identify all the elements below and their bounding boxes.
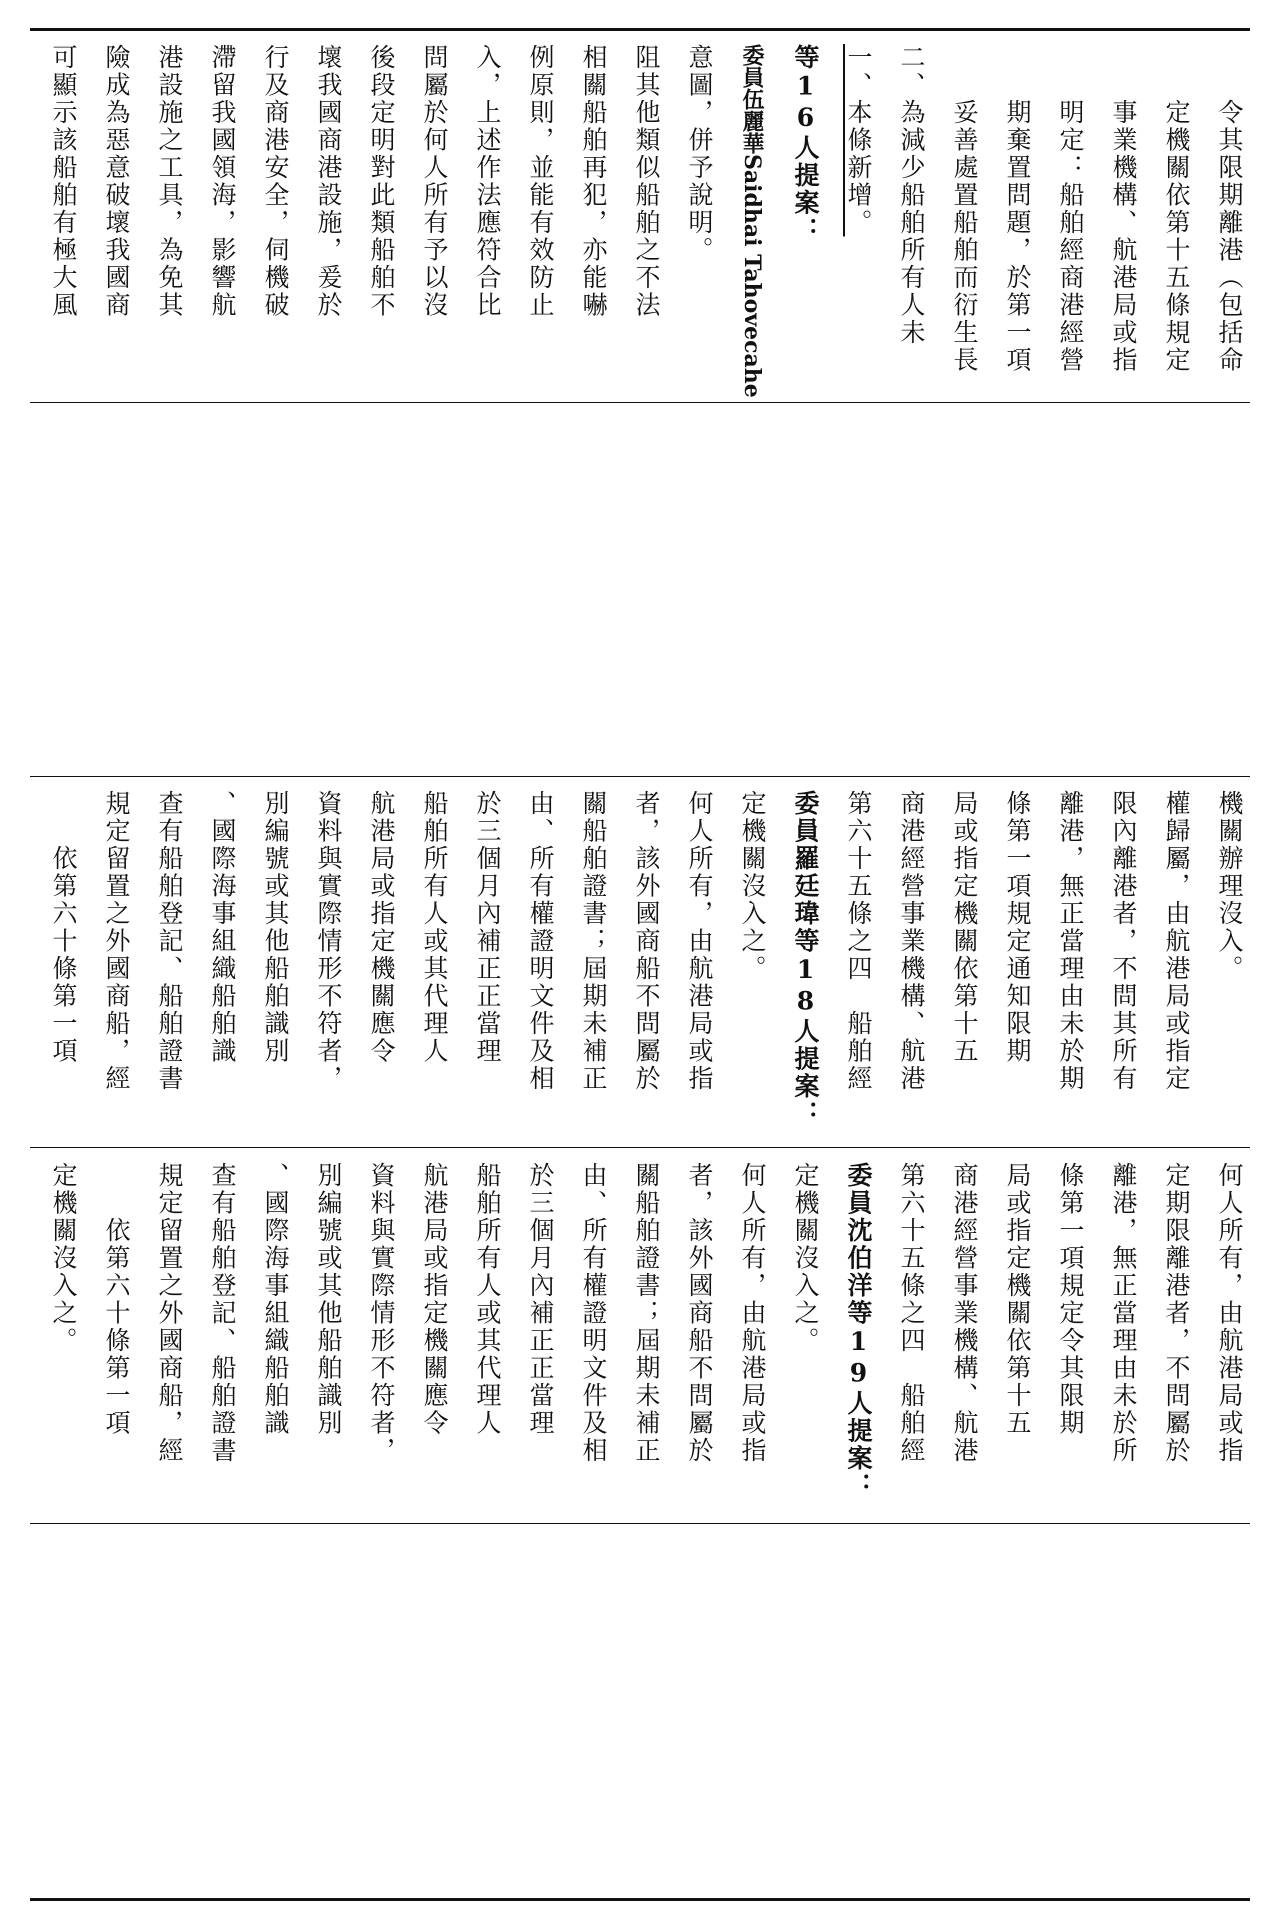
text-line: 局或指定機關依第十五 [1003,1162,1032,1437]
text-line: 定機關沒入之。 [791,1162,820,1355]
text-line: 航港局或指定機關應令 [420,1162,449,1437]
text-line: 機關辦理沒入。 [1215,790,1244,983]
text-line: 查有船舶登記、船舶證書 [208,1162,237,1465]
text-line: 明定：船舶經商港經營 [1056,44,1085,374]
text-line: 港設施之工具，為免其 [155,44,184,319]
text-line: 關船舶證書；屆期未補正 [632,1162,661,1465]
text-line: 令其限期離港（包括命 [1215,44,1244,374]
text-line: 者，該外國商船不問屬於 [632,790,661,1093]
text-line: 資料與實際情形不符者， [367,1162,396,1465]
separator-rule-2 [30,776,1250,777]
text-line: 、國際海事組織船舶識 [261,1162,290,1437]
text-line: 定機關沒入之。 [49,1162,78,1355]
bottom-border-rule [30,1898,1250,1901]
text-line: 壞我國商港設施，爰於 [314,44,343,319]
text-line: 船舶所有人或其代理人 [420,790,449,1065]
text-line: 相關船舶再犯，亦能嚇 [579,44,608,319]
text-line: 者，該外國商船不問屬於 [685,1162,714,1465]
text-line: 航港局或指定機關應令 [367,790,396,1065]
text-line: 期棄置問題，於第一項 [1003,44,1032,374]
text-line: 何人所有，由航港局或指 [738,1162,767,1465]
text-line: 離港，無正當理由未於期 [1056,790,1085,1093]
text-line: 限內離港者，不問其所有 [1109,790,1138,1093]
text-line: 行及商港安全，伺機破 [261,44,290,319]
text-line: 、國際海事組織船舶識 [208,790,237,1065]
text-line: 於三個月內補正正當理 [526,1162,555,1437]
proposer-heading: 委員羅廷瑋等18人提案： [791,790,820,1128]
text-line: 何人所有，由航港局或指 [685,790,714,1093]
top-border-rule [30,28,1250,31]
text-line: 妥善處置船舶而衍生長 [950,44,979,374]
text-line: 問屬於何人所有予以沒 [420,44,449,319]
text-line: 第六十五條之四 船舶經 [844,790,873,1093]
text-line: 依第六十條第一項 [49,790,78,1065]
text-line: 滯留我國領海，影響航 [208,44,237,319]
text-line: 規定留置之外國商船，經 [155,1162,184,1465]
text-line: 局或指定機關依第十五 [950,790,979,1065]
text-line: 規定留置之外國商船，經 [102,790,131,1093]
text-line: 船舶所有人或其代理人 [473,1162,502,1437]
text-line: 權歸屬，由航港局或指定 [1162,790,1191,1093]
text-line: 條第一項規定通知限期 [1003,790,1032,1065]
text-line: 險成為惡意破壞我國商 [102,44,131,319]
text-line: 後段定明對此類船舶不 [367,44,396,319]
text-line: 入，上述作法應符合比 [473,44,502,319]
text-line: 何人所有，由航港局或指 [1215,1162,1244,1465]
text-line: 離港，無正當理由未於所 [1109,1162,1138,1465]
text-line: 事業機構、航港局或指 [1109,44,1138,374]
text-line: 商港經營事業機構、航港 [950,1162,979,1465]
text-line: 例原則，並能有效防止 [526,44,555,319]
proposer-heading: 委員沈伯洋等19人提案： [844,1162,873,1500]
text-line: 商港經營事業機構、航港 [897,790,926,1093]
text-line: 可顯示該船舶有極大風 [49,44,78,319]
text-line: 二、為減少船舶所有人未 [897,44,926,347]
text-line: 查有船舶登記、船舶證書 [155,790,184,1093]
text-line: 阻其他類似船舶之不法 [632,44,661,319]
proposer-heading-cont: 等16人提案： [791,44,820,245]
text-line: 資料與實際情形不符者， [314,790,343,1093]
proposer-heading: 委員伍麗華Saidhai Tahovecahe [739,44,765,398]
text-line: 由、所有權證明文件及相 [526,790,555,1093]
text-line: 由、所有權證明文件及相 [579,1162,608,1465]
text-line: 第六十五條之四 船舶經 [897,1162,926,1465]
separator-rule-3 [30,1147,1250,1148]
separator-rule-1 [30,402,1250,403]
text-line: 定機關依第十五條規定 [1162,44,1191,374]
text-line: 依第六十條第一項 [102,1162,131,1437]
text-line: 別編號或其他船舶識別 [314,1162,343,1437]
text-line: 條第一項規定令其限期 [1056,1162,1085,1437]
text-line: 意圖，併予說明。 [685,44,714,264]
separator-rule-4 [30,1523,1250,1524]
text-line: 定期限離港者，不問屬於 [1162,1162,1191,1465]
text-line: 定機關沒入之。 [738,790,767,983]
text-line: 於三個月內補正正當理 [473,790,502,1065]
text-line: 一、本條新增。 [844,44,873,237]
text-line: 關船舶證書；屆期未補正 [579,790,608,1093]
text-line: 別編號或其他船舶識別 [261,790,290,1065]
